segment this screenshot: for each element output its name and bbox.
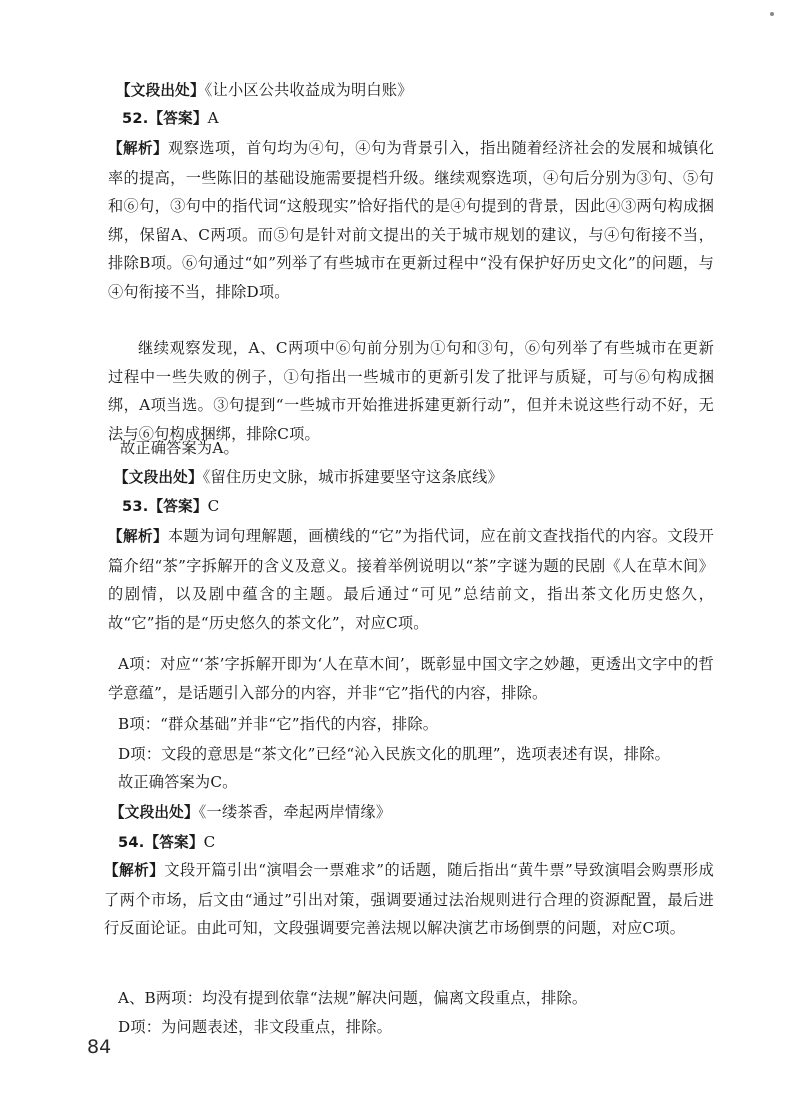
answer-52-block [122,104,720,134]
conclusion-52-block [120,434,718,463]
conclusion-53-block [118,768,716,797]
analysis-52-continued-block [108,334,714,448]
analysis-text: 继续观察发现，A、C两项中⑥句前分别为①句和③句，⑥句列举了有些城市在更新过程中一些失败的例子，①句指出一些城市的更新引发了批评与质疑，可与⑥句构成捆绑，A项当选。③句提到“一些城市开始推进拆建更新行动”，但并未说这些行动不好，无法与⑥句构成捆绑，排除C项。 [108,339,714,443]
analysis-tag: 【解析】 [108,528,168,545]
source-tag: 【文段出处】 [114,469,203,486]
option-b-53-block [118,710,716,739]
answer-53-block [122,492,720,522]
analysis-53-block [108,522,714,637]
option-text: D项：为问题表述，非文段重点，排除。 [118,1018,392,1036]
option-ab-54-block [118,984,716,1013]
scan-speck [770,12,774,16]
option-text: B项：“群众基础”并非“它”指代的内容，排除。 [118,715,439,733]
analysis-tag: 【解析】 [104,862,165,879]
analysis-tag: 【解析】 [108,140,169,157]
conclusion-text: 故正确答案为C。 [118,773,238,791]
answer-tag: 52.【答案】 [122,110,208,127]
source-51-block [116,76,714,106]
page-number: 84 [87,1036,112,1058]
analysis-54-block [104,856,714,943]
answer-tag: 53.【答案】 [122,498,208,515]
source-title: 《让小区公共收益成为明白账》 [204,81,413,99]
analysis-52-block [108,134,714,306]
source-title: 《留住历史文脉，城市拆建要坚守这条底线》 [202,468,503,486]
analysis-text: 本题为词句理解题，画横线的“它”为指代词，应在前文查找指代的内容。文段开篇介绍“茶”字拆解开的含义及意义。接着举例说明以“茶”字谜为题的民剧《人在草木间》的剧情，以及剧中蕴含的主题。最后通过“可见”总结前文，指出茶文化历史悠久，故“它”指的是“历史悠久的茶文化”，对应C项。 [108,527,714,632]
source-tag: 【文段出处】 [110,804,199,821]
option-d-53-block [118,740,716,769]
answer-value: C [203,833,216,851]
source-53-block [110,798,708,828]
answer-tag: 54.【答案】 [118,834,204,851]
source-52-block [114,463,712,493]
source-title: 《一缕茶香，牵起两岸情缘》 [198,803,392,821]
option-text: A项：对应“‘茶’字拆解开即为‘人在草木间’，既彰显中国文字之妙趣，更透出文字中的哲学意蕴”，是话题引入部分的内容，并非“它”指代的内容，排除。 [108,655,714,702]
option-a-53-block [108,650,714,707]
option-d-54-block [118,1013,716,1042]
conclusion-text: 故正确答案为A。 [120,439,239,457]
answer-value: A [207,109,219,127]
answer-54-block [118,828,716,858]
source-tag: 【文段出处】 [116,82,205,99]
option-text: A、B两项：均没有提到依靠“法规”解决问题，偏离文段重点，排除。 [118,989,588,1007]
analysis-text: 观察选项，首句均为④句，④句为背景引入，指出随着经济社会的发展和城镇化率的提高，一些陈旧的基础设施需要提档升级。继续观察选项，④句后分别为③句、⑤句和⑥句，③句中的指代词“这般现实”恰好指代的是④句提到的背景，因此④③两句构成捆绑，保留A、C两项。而⑤句是针对前文提出的关于城市规划的建议，与④句衔接不当，排除B项。⑥句通过“如”列举了有些城市在更新过程中“没有保护好历史文化”的问题，与④句衔接不当，排除D项。 [108,139,714,301]
answer-value: C [207,497,220,515]
analysis-text: 文段开篇引出“演唱会一票难求”的话题，随后指出“黄牛票”导致演唱会购票形成了两个市场，后文由“通过”引出对策，强调要通过法治规则进行合理的资源配置，最后进行反面论证。由此可知，文段强调要完善法规以解决演艺市场倒票的问题，对应C项。 [104,861,714,937]
option-text: D项：文段的意思是“茶文化”已经“沁入民族文化的肌理”，选项表述有误，排除。 [118,745,671,763]
